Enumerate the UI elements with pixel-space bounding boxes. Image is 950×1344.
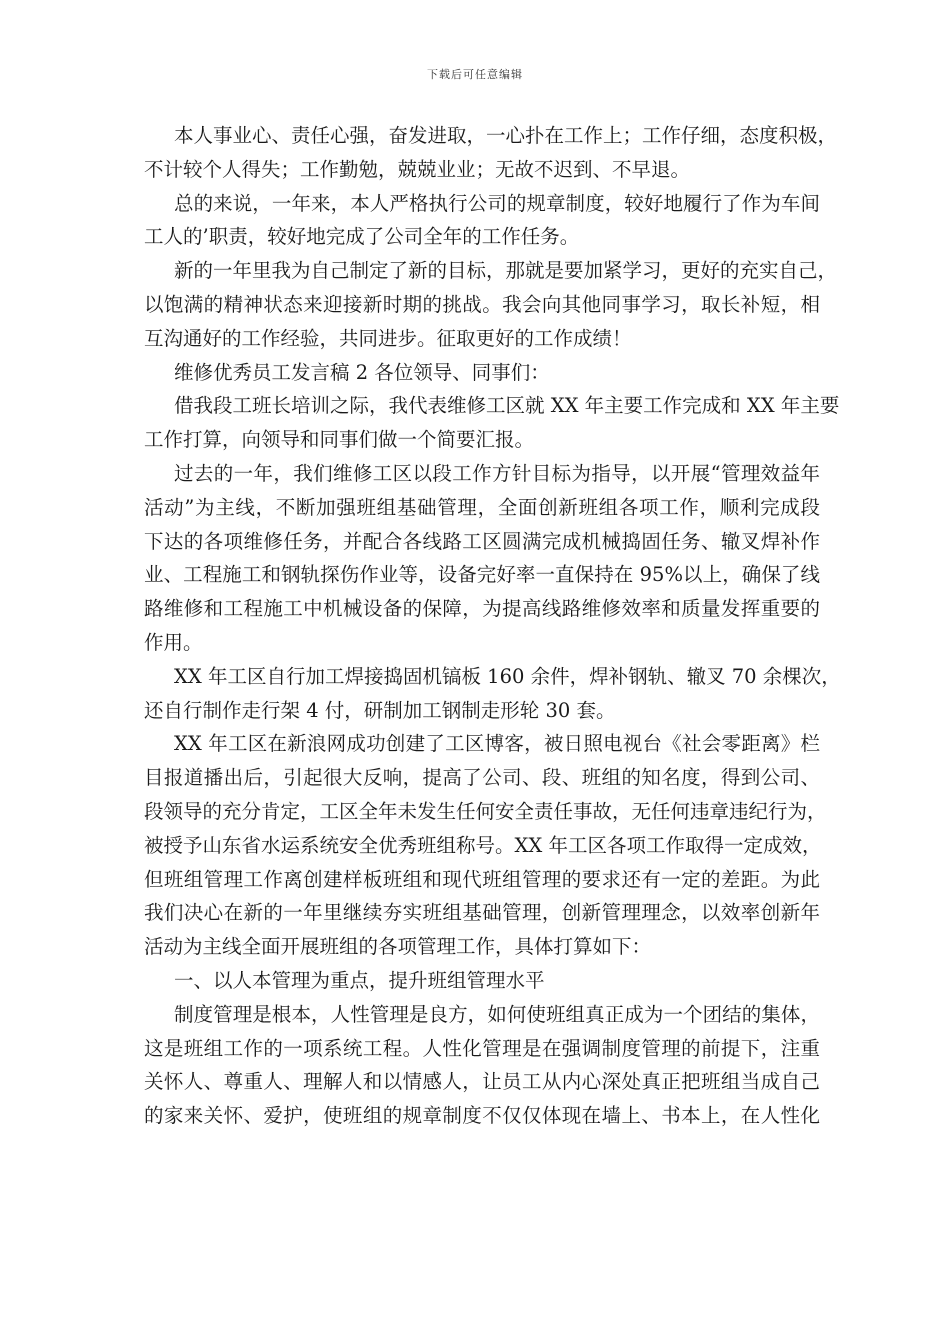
text-line: 但班组管理工作离创建样板班组和现代班组管理的要求还有一定的差距。为此 [144,867,820,891]
text-line: 活动”为主线，不断加强班组基础管理，全面创新班组各项工作，顺利完成段 [144,495,820,519]
text-line: XX 年工区在新浪网成功创建了工区博客，被日照电视台《社会零距离》栏 [174,732,820,756]
text-line: XX 年工区自行加工焊接捣固机镐板 160 余件，焊补钢轨、辙叉 70 余棵次， [174,664,841,688]
text-line: 制度管理是根本，人性管理是良方，如何使班组真正成为一个团结的集体， [174,1002,820,1026]
text-line: 总的来说，一年来，本人严格执行公司的规章制度，较好地履行了作为车间 [174,191,820,215]
text-line: 借我段工班长培训之际，我代表维修工区就 XX 年主要工作完成和 XX 年主要 [174,394,840,418]
text-line: 目报道播出后，引起很大反响，提高了公司、段、班组的知名度，得到公司、 [144,766,820,790]
text-line: 的家来关怀、爱护，使班组的规章制度不仅仅体现在墙上、书本上，在人性化 [144,1104,820,1128]
document-body [144,119,841,1133]
text-line: 工作打算，向领导和同事们做一个简要汇报。 [144,428,535,452]
text-line: 不计较个人得失；工作勤勉，兢兢业业；无故不迟到、不早退。 [144,157,691,181]
text-line: 活动为主线全面开展班组的各项管理工作，具体打算如下： [144,935,652,959]
text-line: 我们决心在新的一年里继续夯实班组基础管理，创新管理理念，以效率创新年 [144,901,820,925]
text-line: 本人事业心、责任心强，奋发进取，一心扑在工作上；工作仔细，态度积极， [174,124,838,147]
text-line: 关怀人、尊重人、理解人和以情感人，让员工从内心深处真正把班组当成自己 [144,1070,820,1094]
page-header-note: 下载后可任意编辑 [427,68,523,81]
text-line: 被授予山东省水运系统安全优秀班组称号。XX 年工区各项工作取得一定成效， [144,833,822,857]
text-line: 维修优秀员工发言稿 2 各位领导、同事们： [174,360,550,384]
text-line: 过去的一年，我们维修工区以段工作方针目标为指导，以开展“管理效益年 [174,461,820,485]
text-line: 新的一年里我为自己制定了新的目标，那就是要加紧学习，更好的充实自己， [174,259,838,283]
text-line: 工人的’职责，较好地完成了公司全年的工作任务。 [144,225,580,249]
text-line: 下达的各项维修任务，并配合各线路工区圆满完成机械捣固任务、辙叉焊补作 [144,529,820,553]
text-line: 一、以人本管理为重点，提升班组管理水平 [174,968,545,992]
text-line: 作用。 [144,630,203,654]
text-line: 段领导的充分肯定，工区全年未发生任何安全责任事故，无任何违章违纪行为， [144,799,827,823]
text-line: 还自行制作走行架 4 付，研制加工钢制走形轮 30 套。 [144,698,616,722]
text-line: 以饱满的精神状态来迎接新时期的挑战。我会向其他同事学习，取长补短，相 [144,292,820,316]
text-line: 业、工程施工和钢轨探伤作业等，设备完好率一直保持在 95%以上，确保了线 [144,563,820,587]
text-line: 路维修和工程施工中机械设备的保障，为提高线路维修效率和质量发挥重要的 [144,597,820,621]
text-line: 这是班组工作的一项系统工程。人性化管理是在强调制度管理的前提下，注重 [144,1036,820,1060]
text-line: 互沟通好的工作经验，共同进步。征取更好的工作成绩！ [144,326,632,350]
